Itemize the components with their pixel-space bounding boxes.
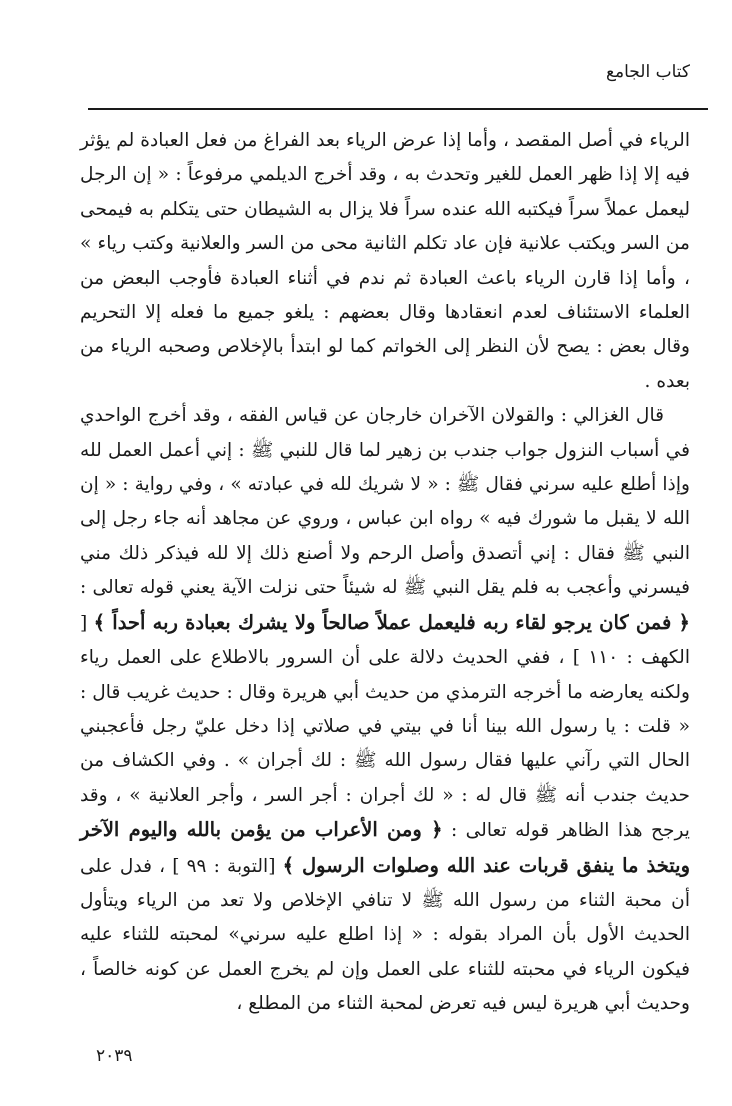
text-line: فيمحى من السر ويكتب علانية فإن عاد تكلم الثانية محى من السر والعلانية	[80, 198, 690, 255]
paragraph-1	[80, 124, 690, 399]
text-line: العمل لله وإذا أطلع عليه سرني فقال ﷺ : « لا شريك لله في عبادته » ، وفي	[80, 439, 690, 496]
text-line: فيذكر ذلك مني فيسرني وأعجب به فلم يقل النبي ﷺ له شيئاً حتى نزلت الآية	[80, 542, 690, 599]
text-line: وصحبه الرياء من بعده .	[80, 336, 690, 392]
paragraph-2	[80, 399, 690, 1021]
text-line: يؤثر فيه إلا إذا ظهر العمل للغير وتحدث به ، وقد أخرج الديلمي مرفوعاً : « إن	[80, 130, 690, 186]
text-line: الواحدي في أسباب النزول جواب جندب بن زهير لما قال للنبي ﷺ : إني أعمل	[80, 405, 690, 461]
text-line: البعض من العلماء الاستئناف لعدم انعقادها وقال بعضهم : يلغو جميع ما فعله	[80, 267, 690, 324]
page-number: ٢٠٣٩	[96, 1046, 133, 1066]
header-rule	[88, 108, 708, 110]
text-line: الرجل ليعمل عملاً سراً فيكتبه الله عنده سراً فلا يزال به الشيطان حتى يتكلم به	[80, 164, 690, 220]
text-line: قال الغزالي : والقولان الآخران خارجان عن قياس الفقه ، وقد أخرج	[147, 405, 664, 427]
quran-intro: يعني قوله تعالى :	[80, 577, 216, 599]
text-run: [ الكهف : ١١٠ ] ، ففي الحديث دلالة على أن السرور بالاطلاع على العمل رياء ولكنه يعارضه ما أخرجه الترمذي من حديث أبي هريرة وقال : حديث غريب قال : « قلت : يا رسول الله بينا أنا في بيتي في صلاتي إذا دخل عليّ رجل فأعجبني الحال التي رآني عليها فقال رسول الله ﷺ : لك أجران » . وفي الكشاف من حديث جندب أنه ﷺ قال له : « لك أجران : أجر السر ، وأجر العلانية » ، وقد يرجح هذا الظاهر قوله تعالى :	[80, 612, 690, 842]
body-text	[80, 124, 690, 1022]
running-title: كتاب الجامع	[605, 62, 690, 82]
text-line: وكتب رياء » ، وأما إذا قارن الرياء باعث العبادة ثم ندم في أثناء العبادة فأوجب	[80, 233, 690, 289]
quran-verse-kahf: ﴿ فمن كان يرجو لقاء ربه فليعمل عملاً صالحاً ولا يشرك بعبادة ربه أحداً ﴾	[93, 610, 690, 634]
text-line: جاء رجل إلى النبي ﷺ فقال : إني أتصدق وأصل الرحم ولا أصنع ذلك إلا لله	[80, 508, 690, 564]
text-line: إلا التحريم وقال بعض : يصح لأن النظر إلى الخواتم كما لو ابتدأ بالإخلاص	[80, 302, 690, 358]
text-line: الرياء في أصل المقصد ، وأما إذا عرض الرياء بعد الفراغ من فعل العبادة لم	[116, 130, 690, 151]
text-run: [التوبة : ٩٩ ] ، فدل على أن محبة الثناء من رسول الله ﷺ لا تنافي الإخلاص ولا تعد من الرياء ويتأول الحديث الأول بأن المراد بقوله : « إذا اطلع عليه سرني» لمحبته للثناء عليه فيكون الرياء في محبته للثناء على العمل وإن لم يخرج العمل عن كونه خالصاً ، وحديث أبي هريرة ليس فيه تعرض لمحبة الثناء من المطلع ،	[80, 855, 690, 1015]
text-line: رواية : « إن الله لا يقبل ما شورك فيه » رواه ابن عباس ، وروي عن مجاهد أنه	[80, 474, 690, 530]
quran-verse-tawbah: ﴿ ومن الأعراب من يؤمن بالله واليوم الآخر ويتخذ ما ينفق قربات عند الله وصلوات الرسول ﴾	[80, 818, 691, 877]
